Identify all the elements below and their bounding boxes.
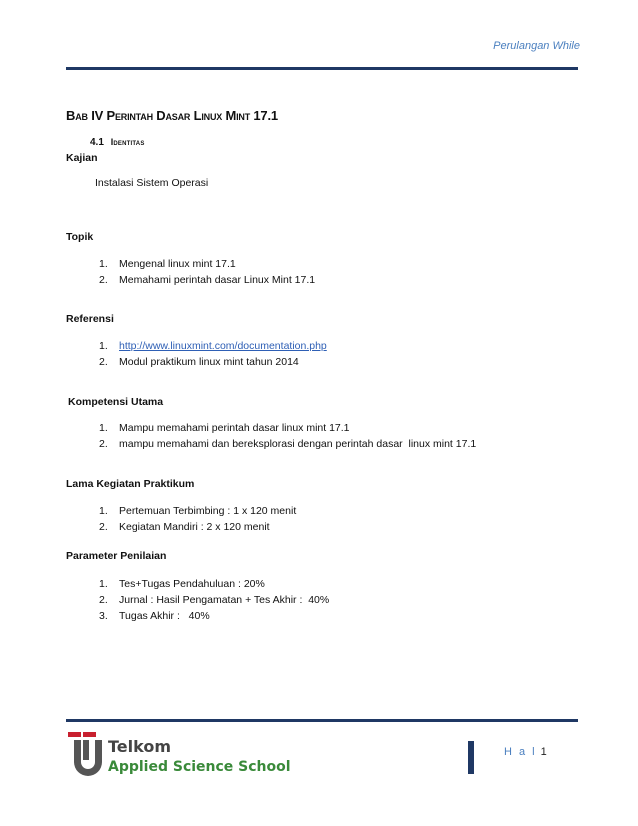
topik-heading: Topik [66, 231, 94, 243]
parameter-heading: Parameter Penilaian [66, 550, 167, 562]
list-item: 1. Tes+Tugas Pendahuluan : 20% [99, 578, 265, 590]
section-heading [90, 137, 145, 148]
referensi-list [99, 338, 579, 370]
lama-list [99, 503, 579, 535]
parameter-list [99, 576, 579, 624]
list-item: 2. Modul praktikum linux mint tahun 2014 [99, 356, 299, 368]
chapter-title: Bab IV Perintah Dasar Linux Mint 17.1 [66, 108, 278, 123]
logo-text-school: Applied Science School [108, 759, 291, 775]
list-item: 2. Kegiatan Mandiri : 2 x 120 menit [99, 521, 270, 533]
logo-red-bar-icon [83, 732, 96, 737]
list-item: 2. Jurnal : Hasil Pengamatan + Tes Akhir : 40% [99, 594, 330, 606]
telkom-logo [68, 730, 300, 780]
topik-list [99, 256, 579, 288]
list-item: 1. Mengenal linux mint 17.1 [99, 258, 236, 270]
section-title: Identitas [110, 137, 145, 147]
page-number-value: 1 [540, 746, 547, 758]
header-divider [66, 67, 578, 70]
list-item: 2. Memahami perintah dasar Linux Mint 17.1 [99, 274, 316, 286]
logo-text-telkom: Telkom [108, 737, 171, 756]
running-header: Perulangan While [493, 40, 580, 52]
reference-link[interactable]: http://www.linuxmint.com/documentation.php [119, 340, 327, 352]
list-item: 1. http://www.linuxmint.com/documentation.php [99, 340, 327, 352]
kompetensi-list [99, 420, 579, 452]
kajian-text: Instalasi Sistem Operasi [95, 177, 209, 189]
logo-red-bar-icon [68, 732, 81, 737]
list-item: 2. mampu memahami dan bereksplorasi dengan perintah dasar linux mint 17.1 [99, 438, 477, 450]
page-label: H a l [504, 746, 537, 758]
footer-vertical-bar [468, 741, 474, 774]
kompetensi-heading: Kompetensi Utama [68, 396, 164, 408]
referensi-heading: Referensi [66, 313, 114, 325]
list-item: 3. Tugas Akhir : 40% [99, 610, 210, 622]
list-item: 1. Pertemuan Terbimbing : 1 x 120 menit [99, 505, 297, 517]
kajian-heading: Kajian [66, 152, 98, 164]
section-number: 4.1 [90, 137, 104, 148]
page-number [504, 746, 547, 758]
list-item: 1. Mampu memahami perintah dasar linux mint 17.1 [99, 422, 350, 434]
lama-heading: Lama Kegiatan Praktikum [66, 478, 195, 490]
footer-divider [66, 719, 578, 722]
logo-stem-icon [83, 740, 89, 760]
